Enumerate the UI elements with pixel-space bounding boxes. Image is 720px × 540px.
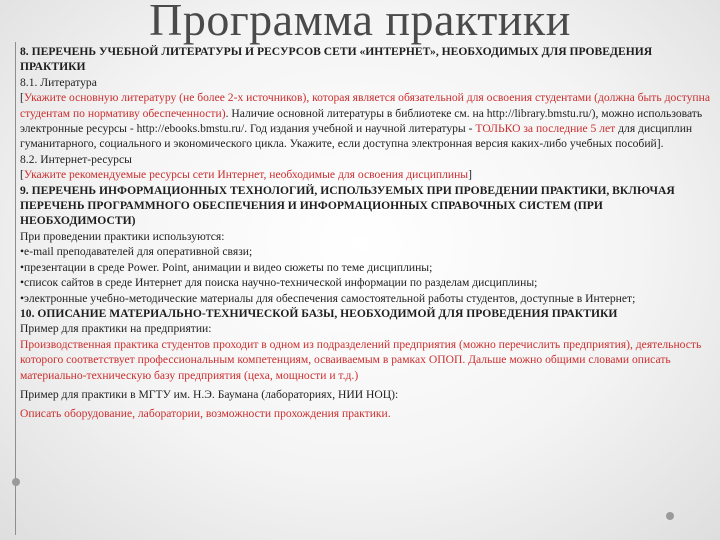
section-9-heading: 9. ПЕРЕЧЕНЬ ИНФОРМАЦИОННЫХ ТЕХНОЛОГИЙ, ИСПОЛЬЗУЕМЫХ ПРИ ПРОВЕДЕНИИ ПРАКТИКИ, ВКЛЮЧАЯ ПЕРЕЧЕНЬ ПРОГРАММНОГО ОБЕСПЕЧЕНИЯ И ИНФОРМАЦИОННЫХ СПРАВОЧНЫХ СИСТЕМ (ПРИ НЕОБХОДИМОСТИ): [20, 183, 675, 228]
example-bmstu-label: Пример для практики в МГТУ им. Н.Э. Баумана (лабораториях, НИИ НОЦ):: [20, 387, 399, 401]
example-enterprise-label: Пример для практики на предприятии:: [20, 322, 212, 336]
left-divider-line: [15, 42, 16, 535]
it-intro: При проведении практики используются:: [20, 229, 225, 243]
decorative-dot: [666, 512, 674, 520]
literature-text: . Наличие основной литературы в библиотеке см. на http://library.bmstu.ru/), можно использовать электронные ресурсы - http://ebooks.bmstu.ru/. Год издания учебной и научной литературы -: [20, 106, 703, 136]
bracket-close: ]: [468, 168, 472, 182]
literature-instruction: Укажите основную литературу (не более 2-х источников), которая является обязательной для освоения студентами (должна быть доступна студентам по нормативу обеспеченности): [20, 91, 710, 120]
bracket-open: [: [20, 168, 24, 182]
bracket-open: [: [20, 91, 24, 105]
internet-label: 8.2. Интернет-ресурсы: [20, 152, 132, 166]
list-item: •e-mail преподавателей для оперативной связи;: [20, 245, 253, 259]
internet-paragraph: [20, 167, 714, 182]
section-10-heading: 10. ОПИСАНИЕ МАТЕРИАЛЬНО-ТЕХНИЧЕСКОЙ БАЗЫ, НЕОБХОДИМОЙ ДЛЯ ПРОВЕДЕНИЯ ПРАКТИКИ: [20, 306, 618, 320]
page-title: Программа практики: [149, 0, 571, 45]
internet-instruction: Укажите рекомендуемые ресурсы сети Интернет, необходимые для освоения дисциплины: [23, 168, 469, 182]
section-8-heading: 8. ПЕРЕЧЕНЬ УЧЕБНОЙ ЛИТЕРАТУРЫ И РЕСУРСОВ СЕТИ «ИНТЕРНЕТ», НЕОБХОДИМЫХ ДЛЯ ПРОВЕДЕНИЯ ПРАКТИКИ: [20, 45, 653, 74]
example-bmstu-text: Описать оборудование, лаборатории, возможности прохождения практики.: [20, 407, 391, 421]
literature-only-note: ТОЛЬКО за последние 5 лет: [475, 122, 616, 136]
list-item: •электронные учебно-методические материалы для обеспечения самостоятельной работы студентов, доступные в Интернет;: [20, 291, 636, 305]
document-body: [20, 44, 714, 422]
example-enterprise-text: Производственная практика студентов проходит в одном из подразделений предприятия (можно перечислить предприятия), деятельность которого соответствует профессиональным компетенциям, осваиваемым в рамках ОПОП. Дальше можно общими словами описать материально-техническую базу предприятия (цеха, мощности и т.д.): [20, 337, 702, 382]
literature-text-2: для дисциплин гуманитарного, социального и экономического цикла. Укажите, если доступна электронная версия каких-либо учебных пособий].: [20, 122, 693, 151]
literature-paragraph: [20, 90, 714, 152]
list-item: •список сайтов в среде Интернет для поиска научно-технической информации по разделам дисциплины;: [20, 276, 538, 290]
literature-label: 8.1. Литература: [20, 75, 97, 89]
list-item: •презентации в среде Power. Point, анимации и видео сюжеты по теме дисциплины;: [20, 260, 433, 274]
decorative-dot: [12, 478, 20, 486]
